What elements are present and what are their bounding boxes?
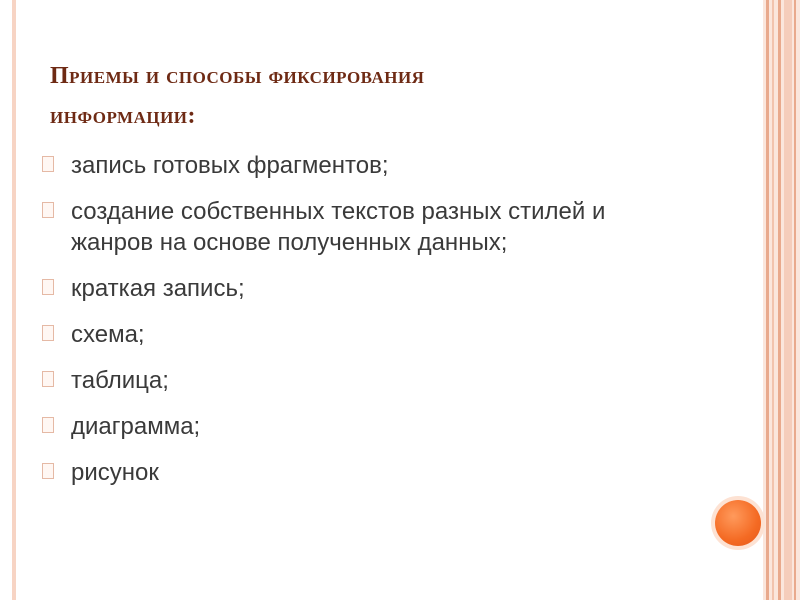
decorative-stripe: [772, 0, 774, 600]
decorative-stripe: [794, 0, 796, 600]
decorative-stripe: [766, 0, 769, 600]
list-item-text: создание собственных текстов разных стилей и жанров на основе полученных данных;: [71, 198, 606, 256]
square-bullet-icon: [42, 202, 54, 218]
list-item-text: запись готовых фрагментов;: [71, 152, 389, 179]
list-item: [40, 457, 640, 488]
list-item: [40, 273, 640, 304]
list-item: [40, 365, 640, 396]
square-bullet-icon: [42, 325, 54, 341]
square-bullet-icon: [42, 417, 54, 433]
list-item: [40, 150, 640, 181]
orange-circle-icon: [715, 500, 761, 546]
list-item: [40, 411, 640, 442]
list-item: [40, 196, 640, 258]
square-bullet-icon: [42, 371, 54, 387]
bullet-list: [40, 150, 640, 503]
slide-title-line-1: Приемы и способы фиксирования: [50, 63, 425, 90]
square-bullet-icon: [42, 279, 54, 295]
decorative-stripe: [784, 0, 792, 600]
left-border-line: [12, 0, 16, 600]
square-bullet-icon: [42, 156, 54, 172]
list-item: [40, 319, 640, 350]
list-item-text: схема;: [71, 321, 145, 348]
list-item-text: краткая запись;: [71, 275, 245, 302]
square-bullet-icon: [42, 463, 54, 479]
list-item-text: таблица;: [71, 367, 169, 394]
list-item-text: диаграмма;: [71, 413, 201, 440]
list-item-text: рисунок: [71, 459, 159, 486]
slide-title-line-2: информации:: [50, 103, 197, 130]
decorative-stripe: [778, 0, 781, 600]
slide-title: [50, 56, 670, 136]
